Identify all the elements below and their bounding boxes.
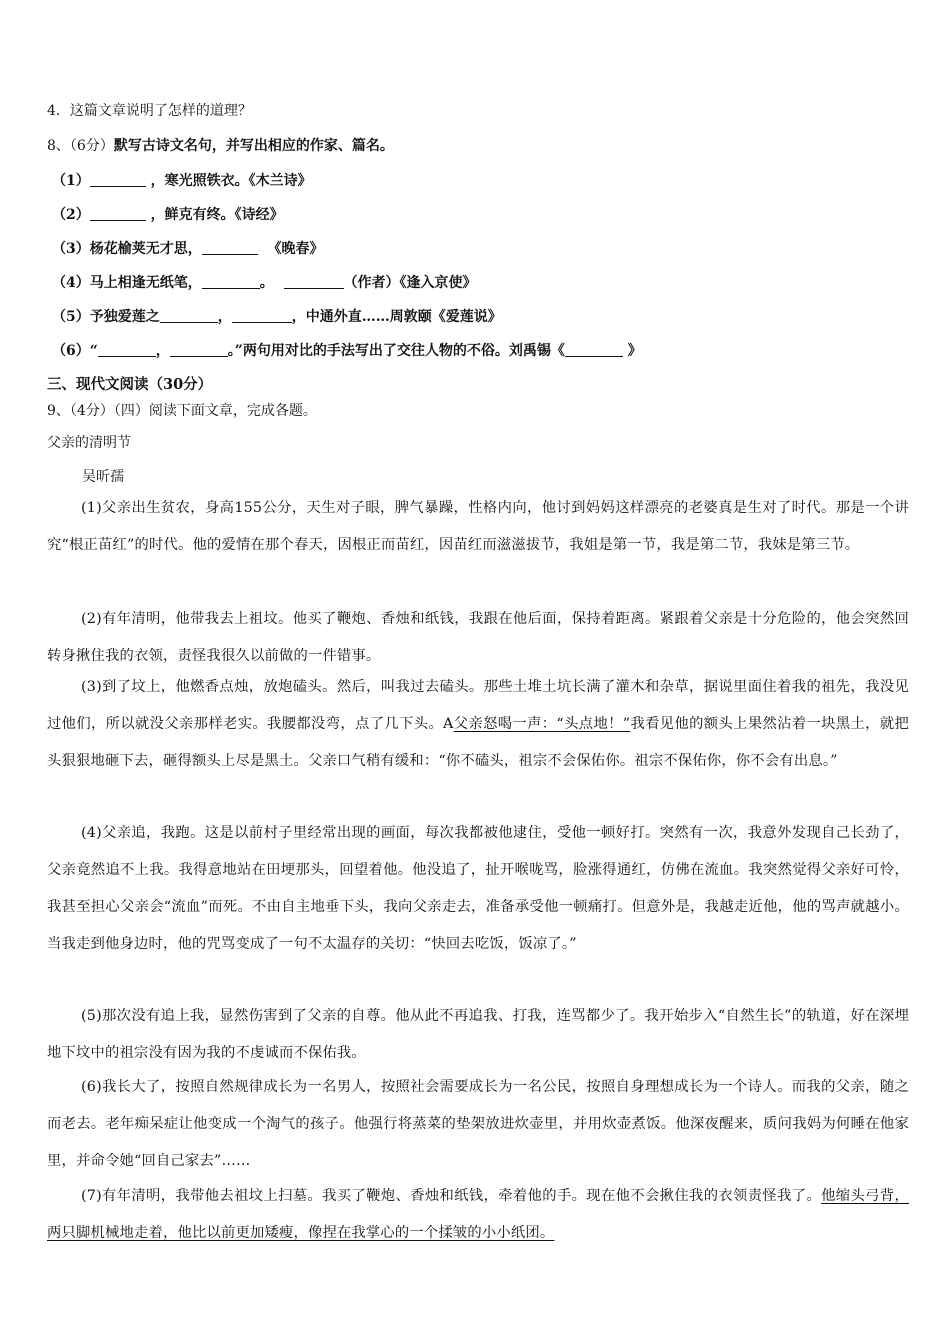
poem-item-5 — [52, 306, 502, 326]
question-9: 9、（4分）（四）阅读下面文章，完成各题。 — [47, 403, 317, 419]
blank[interactable] — [98, 342, 156, 357]
blank[interactable] — [202, 274, 260, 289]
blank[interactable] — [90, 206, 146, 221]
blank[interactable] — [202, 240, 258, 255]
poem-item-4-middle: 。 — [259, 275, 274, 291]
paragraph-7 — [47, 1178, 909, 1252]
paragraph-5: (5)那次没有追上我，显然伤害到了父亲的自尊。他从此不再追我、打我，连骂都少了。我开始步入“自然生长”的轨道，好在深埋地下坟中的祖宗没有因为我的不虔诚而不保佑我。 — [47, 1008, 909, 1061]
poem-item-6-prefix: （6）“ — [52, 343, 98, 359]
poem-item-2 — [52, 204, 284, 224]
question-8-instruction: 默写古诗文名句，并写出相应的作家、篇名。 — [113, 138, 394, 154]
paragraph-4: (4)父亲追，我跑。这是以前村子里经常出现的画面，每次我都被他逮住，受他一顿好打。突然有一次，我意外发现自己长劲了，父亲竟然追不上我。我得意地站在田埂那头，回望着他。他没追了，扯开喉咙骂，脸涨得通红，仿佛在流血。我突然觉得父亲好可怜，我甚至担心父亲会“流血”而死。不由自主地垂下头，我向父亲走去，准备承受他一顿痛打。但意外是，我越走近他，他的骂声就越小。当我走到他身边时，他的咒骂变成了一句不太温存的关切：“快回去吃饭，饭凉了。” — [47, 825, 909, 952]
blank[interactable] — [170, 342, 228, 357]
poem-item-4-suffix: （作者）《逢入京使》 — [343, 275, 477, 291]
poem-item-2-suffix: ，鲜克有终。《诗经》 — [150, 207, 284, 223]
underlined-sentence-b: 他缩头弓背，两只脚机械地走着，他比以前更加矮瘦，像捏在我掌心的一个揉皱的小小纸团。 — [47, 1188, 909, 1241]
question-8-number: 8、（6分） — [47, 138, 114, 154]
paragraph-3-text-a: (3)到了坟上，他燃香点烛，放炮磕头。然后，叫我过去磕头。那些土堆土坑长满了灌木和杂草，据说里面住着我的祖先，我没见过他们，所以就没父亲那样老实。我腰都没弯，点了几下头。A — [47, 679, 909, 732]
poem-item-5-suffix: ，中通外直……周敦颐《爱莲说》 — [291, 309, 502, 325]
poem-item-6-suffix: 》 — [627, 343, 642, 359]
blank[interactable] — [284, 274, 344, 289]
poem-item-3-suffix: 《晚春》 — [267, 241, 324, 257]
paragraph-3-text-b: 我看见他的额头上果然沾着一块黑土，就把头狠狠地砸下去，砸得额头上尽是黑土。父亲口气稍有缓和：“你不磕头，祖宗不会保佑你。祖宗不保佑你，你不会有出息。” — [47, 716, 909, 769]
question-8 — [47, 135, 394, 155]
poem-item-5-middle: ， — [217, 309, 232, 325]
poem-item-3 — [52, 238, 324, 258]
blank[interactable] — [565, 342, 623, 357]
blank[interactable] — [160, 308, 218, 323]
poem-item-1-prefix: （1） — [52, 173, 90, 189]
poem-item-6 — [52, 340, 642, 360]
poem-item-1 — [52, 170, 312, 190]
paragraph-2: (2)有年清明，他带我去上祖坟。他买了鞭炮、香烛和纸钱，我跟在他后面，保持着距离。紧跟着父亲是十分危险的，他会突然回转身揪住我的衣领，责怪我很久以前做的一件错事。 — [47, 611, 909, 664]
poem-item-2-prefix: （2） — [52, 207, 90, 223]
question-4: 4．这篇文章说明了怎样的道理？ — [47, 103, 252, 119]
poem-item-5-prefix: （5）予独爱莲之 — [52, 309, 160, 325]
paragraph-7-text: (7)有年清明，我带他去祖坟上扫墓。我买了鞭炮、香烛和纸钱，牵着他的手。现在他不会揪住我的衣领责怪我了。 — [81, 1188, 822, 1204]
article-title: 父亲的清明节 — [47, 435, 131, 451]
paragraph-3 — [47, 669, 909, 780]
blank[interactable] — [90, 172, 146, 187]
poem-item-4 — [52, 272, 477, 292]
poem-item-4-prefix: （4）马上相逢无纸笔， — [52, 275, 202, 291]
underlined-sentence-a: 父亲怒喝一声：“头点地！” — [453, 716, 631, 732]
paragraph-1: (1)父亲出生贫农，身高155公分，天生对子眼，脾气暴躁，性格内向，他讨到妈妈这样漂亮的老婆真是生对了时代。那是一个讲究“根正苗红”的时代。他的爱情在那个春天，因根正而苗红，因苗红而滋滋拔节，我姐是第一节，我是第二节，我妹是第三节。 — [47, 500, 909, 553]
poem-item-6-middle: ， — [155, 343, 170, 359]
paragraph-6: (6)我长大了，按照自然规律成长为一名男人，按照社会需要成长为一名公民，按照自身理想成长为一个诗人。而我的父亲，随之而老去。老年痴呆症让他变成一个淘气的孩子。他强行将蒸菜的垫架放进炊壶里，并用炊壶煮饭。他深夜醒来，质问我妈为何睡在他家里，并命令她“回自己家去”…… — [47, 1079, 909, 1169]
article-author: 吴昕孺 — [82, 469, 124, 485]
poem-item-3-prefix: （3）杨花榆荚无才思， — [52, 241, 202, 257]
blank[interactable] — [232, 308, 292, 323]
section-3-heading: 三、现代文阅读（30分） — [47, 376, 213, 393]
poem-item-1-suffix: ，寒光照铁衣。《木兰诗》 — [150, 173, 312, 189]
poem-item-6-middle-2: 。”两句用对比的手法写出了交往人物的不俗。刘禹锡《 — [227, 343, 565, 359]
